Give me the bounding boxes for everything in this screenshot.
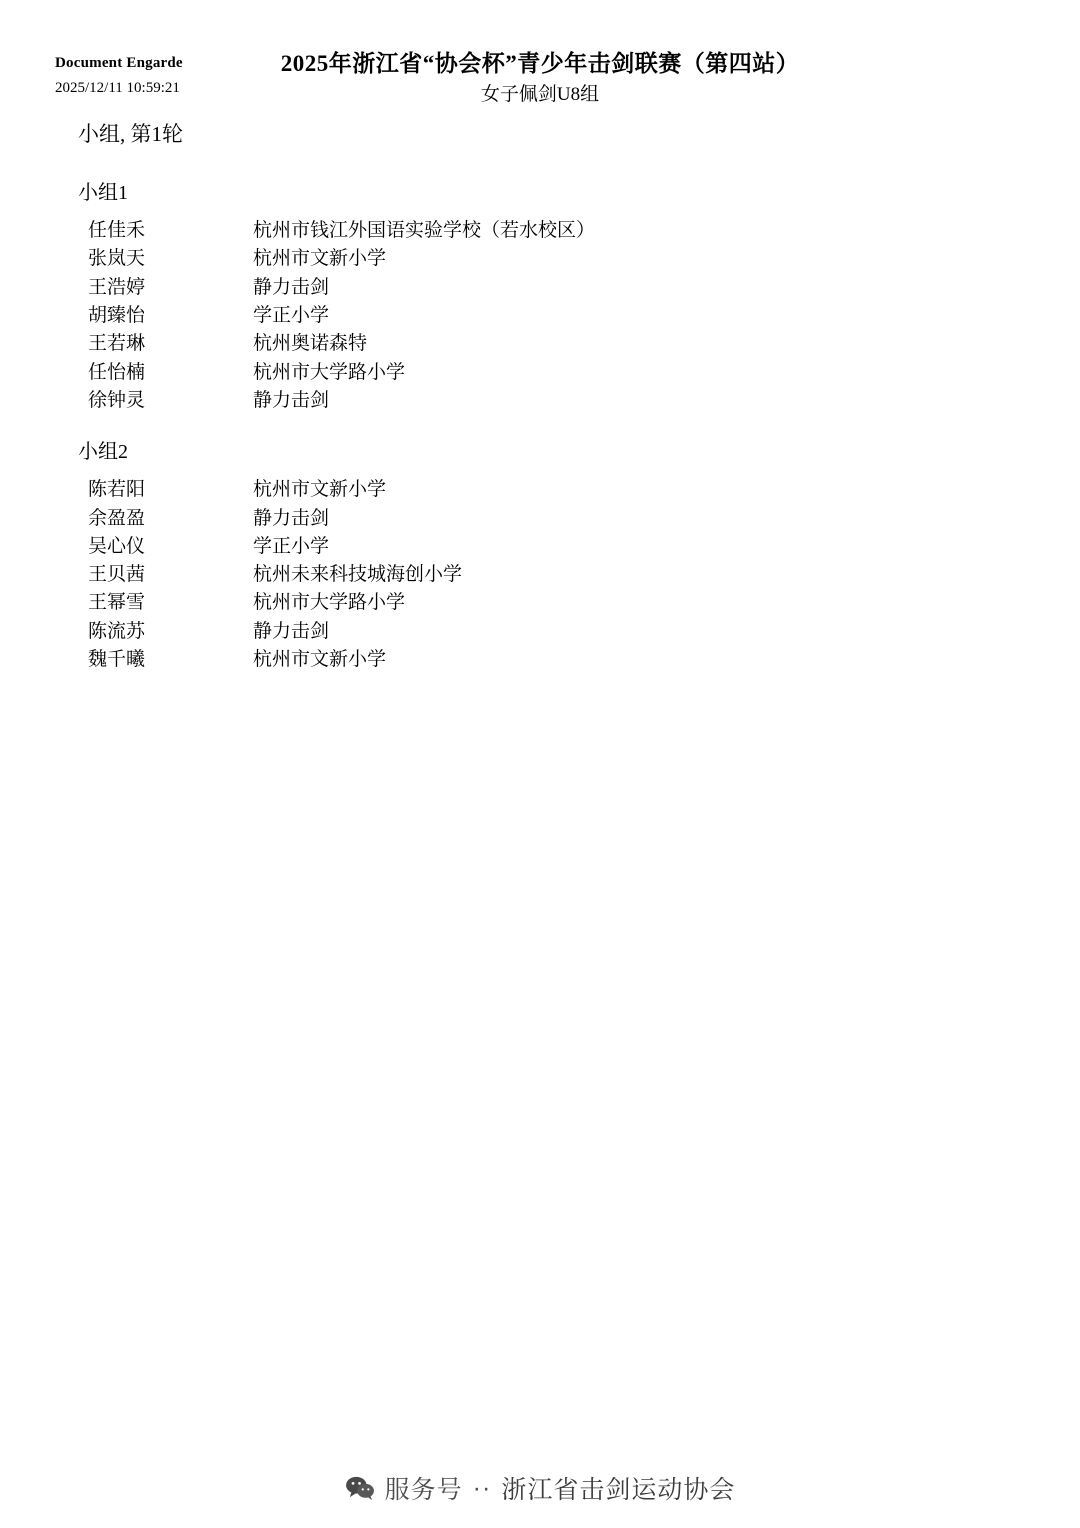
table-row xyxy=(88,648,853,676)
fencer-name: 魏千曦 xyxy=(88,649,146,671)
fencer-name: 王贝茜 xyxy=(88,564,146,586)
table-row xyxy=(88,361,853,389)
pool-title: 小组1 xyxy=(78,182,128,204)
pool-table xyxy=(88,219,853,417)
pool xyxy=(0,435,1080,676)
footer-separator: ·· xyxy=(472,1473,492,1502)
fencer-name: 陈若阳 xyxy=(88,479,146,501)
fencer-club: 杭州市大学路小学 xyxy=(253,361,406,383)
fencer-club: 杭州市文新小学 xyxy=(253,649,387,671)
fencer-name: 王若琳 xyxy=(88,333,146,355)
fencer-name: 吴心仪 xyxy=(88,535,146,557)
fencer-name: 张岚天 xyxy=(88,248,146,270)
table-row xyxy=(88,247,853,275)
table-row xyxy=(88,478,853,506)
table-row xyxy=(88,535,853,563)
pool xyxy=(0,176,1080,417)
fencer-name: 任怡楠 xyxy=(88,361,146,383)
print-timestamp: 2025/12/11 10:59:21 xyxy=(55,79,180,96)
fencer-club: 学正小学 xyxy=(253,304,330,326)
title-block xyxy=(0,48,1080,110)
fencer-club: 杭州市钱江外国语实验学校（若水校区） xyxy=(253,220,596,241)
table-row xyxy=(88,332,853,360)
footer-organization: 浙江省击剑运动协会 xyxy=(501,1476,736,1504)
table-row xyxy=(88,389,853,417)
fencer-name: 陈流苏 xyxy=(88,620,146,642)
fencer-name: 余盈盈 xyxy=(88,507,146,529)
fencer-club: 静力击剑 xyxy=(253,507,330,529)
fencer-club: 静力击剑 xyxy=(253,276,330,298)
competition-title: 2025年浙江省“协会杯”青少年击剑联赛（第四站） xyxy=(280,51,800,76)
footer-service-label: 服务号 xyxy=(384,1476,463,1504)
round-heading: 小组, 第1轮 xyxy=(78,122,183,146)
fencer-club: 杭州奥诺森特 xyxy=(253,333,368,355)
table-row xyxy=(88,219,853,247)
table-row xyxy=(88,304,853,332)
table-row xyxy=(88,591,853,619)
fencer-name: 任佳禾 xyxy=(88,220,146,241)
fencer-club: 静力击剑 xyxy=(253,389,330,411)
fencer-name: 王浩婷 xyxy=(88,276,146,298)
wechat-icon xyxy=(345,1475,375,1501)
competition-subtitle: 女子佩剑U8组 xyxy=(480,84,600,106)
fencer-club: 杭州市大学路小学 xyxy=(253,592,406,614)
pool-list xyxy=(0,176,1080,694)
fencer-name: 徐钟灵 xyxy=(88,389,146,411)
fencer-name: 王幂雪 xyxy=(88,592,146,614)
table-row xyxy=(88,620,853,648)
fencer-name: 胡臻怡 xyxy=(88,304,146,326)
pool-table xyxy=(88,478,853,676)
table-row xyxy=(88,276,853,304)
pool-title: 小组2 xyxy=(78,441,128,464)
fencer-club: 杭州市文新小学 xyxy=(253,479,387,501)
fencer-club: 杭州未来科技城海创小学 xyxy=(253,564,463,586)
fencer-club: 杭州市文新小学 xyxy=(253,248,387,270)
footer-watermark xyxy=(0,1470,1080,1506)
fencer-club: 静力击剑 xyxy=(253,620,330,642)
table-row xyxy=(88,507,853,535)
application-name: Document Engarde xyxy=(55,55,183,71)
table-row xyxy=(88,563,853,591)
fencer-club: 学正小学 xyxy=(253,535,330,557)
